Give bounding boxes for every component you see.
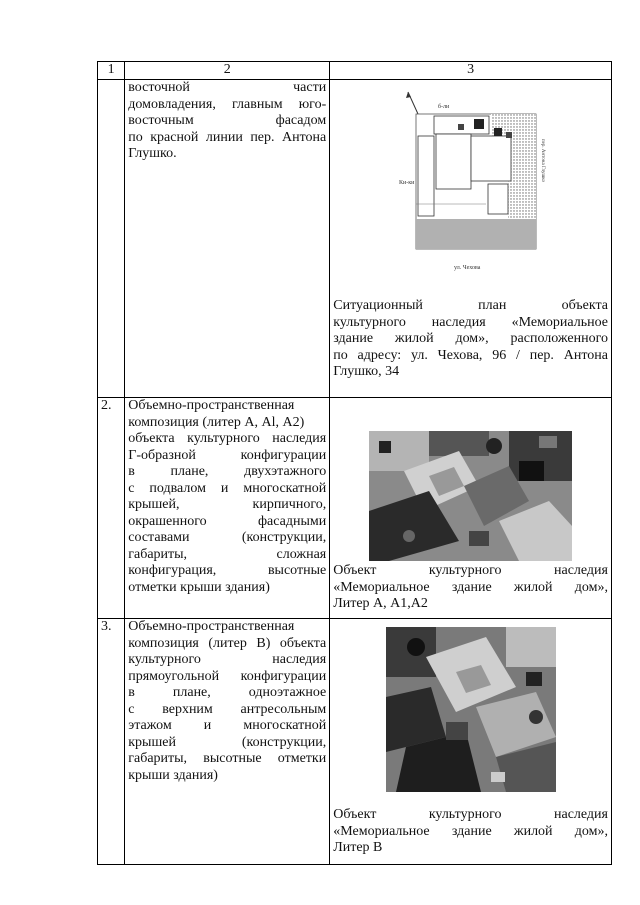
desc-line: композиция (литер В) объекта: [128, 635, 327, 651]
desc-line: окрашенного фасадными: [128, 513, 327, 529]
desc-line: Г-образной конфигурации: [128, 447, 327, 463]
desc-line: в плане, двухэтажного: [128, 464, 327, 479]
caption-line: «Мемориальное здание жилой дом»,: [333, 823, 608, 839]
row-number: 3.: [98, 619, 125, 865]
caption-line: Литер В: [333, 840, 383, 855]
desc-line: с подвалом и многоскатной: [128, 480, 327, 496]
table-row: [98, 80, 612, 398]
desc-line: объекта культурного наследия: [128, 431, 327, 446]
desc-line: прямоугольной конфигурации: [128, 668, 327, 684]
aerial-photo-icon: [369, 431, 572, 561]
desc-line: габариты, сложная: [128, 546, 327, 562]
row-description: [125, 398, 330, 619]
desc-line: отметки крыши здания): [128, 579, 270, 595]
desc-line: Объемно-пространственная: [128, 619, 295, 634]
plan-label-right: пер. Антона Глушко: [539, 139, 545, 182]
table-row: [98, 619, 612, 865]
desc-line: Объемно-пространственная: [128, 398, 295, 413]
desc-line: габариты, высотные отметки: [128, 751, 327, 766]
image-caption: [333, 563, 608, 613]
desc-line: композиция (литер А, Аl, А2): [128, 414, 305, 430]
caption-line: Объект культурного наследия: [333, 807, 608, 822]
desc-line: культурного наследия: [128, 652, 327, 667]
desc-line: домовладения, главным юго-: [128, 96, 327, 112]
header-col-1: 1: [98, 62, 125, 80]
desc-line: по красной линии пер. Антона: [128, 129, 327, 145]
row-description: [125, 619, 330, 865]
caption-line: Объект культурного наследия: [333, 563, 608, 578]
row-number: 2.: [98, 398, 125, 619]
desc-line: крышей (конструкции,: [128, 734, 327, 750]
plan-label-bottom: ул. Чехова: [453, 265, 481, 271]
site-plan-drawing: [396, 84, 546, 280]
caption-line: здание жилой дом», расположенного: [333, 331, 608, 346]
desc-line: крышей, кирпичного,: [128, 497, 327, 512]
row-image-cell: [330, 398, 612, 619]
header-row: [98, 62, 612, 80]
caption-line: по адресу: ул. Чехова, 96 / пер. Антона: [333, 347, 608, 363]
desc-line: конфигурация, высотные: [128, 563, 327, 578]
caption-line: Глушко, 34: [333, 364, 400, 379]
desc-line: восточным фасадом: [128, 113, 327, 128]
desc-line: Глушко.: [128, 146, 177, 161]
image-caption: [333, 298, 608, 381]
caption-line: Ситуационный план объекта: [333, 298, 608, 313]
row-image-cell: [330, 80, 612, 398]
header-col-2: 2: [125, 62, 330, 80]
header-col-3: 3: [330, 62, 612, 80]
desc-line: с верхним антресольным: [128, 701, 327, 717]
desc-line: в плане, одноэтажное: [128, 685, 327, 700]
caption-line: Литер А, А1,А2: [333, 596, 428, 611]
row-number: [98, 80, 125, 398]
desc-line: этажом и многоскатной: [128, 718, 327, 733]
caption-line: «Мемориальное здание жилой дом»,: [333, 579, 608, 595]
row-description: [125, 80, 330, 398]
desc-line: восточной части: [128, 80, 327, 95]
heritage-table: [97, 61, 612, 865]
row-image-cell: [330, 619, 612, 865]
desc-line: составами (конструкции,: [128, 530, 327, 545]
plan-label-left: Ки-ки: [398, 180, 414, 186]
caption-line: культурного наследия «Мемориальное: [333, 314, 608, 330]
image-caption: [333, 807, 608, 857]
aerial-photo-icon: [386, 627, 556, 792]
plan-label-top: б-ли: [437, 104, 449, 110]
table-row: [98, 398, 612, 619]
desc-line: крыши здания): [128, 767, 218, 783]
